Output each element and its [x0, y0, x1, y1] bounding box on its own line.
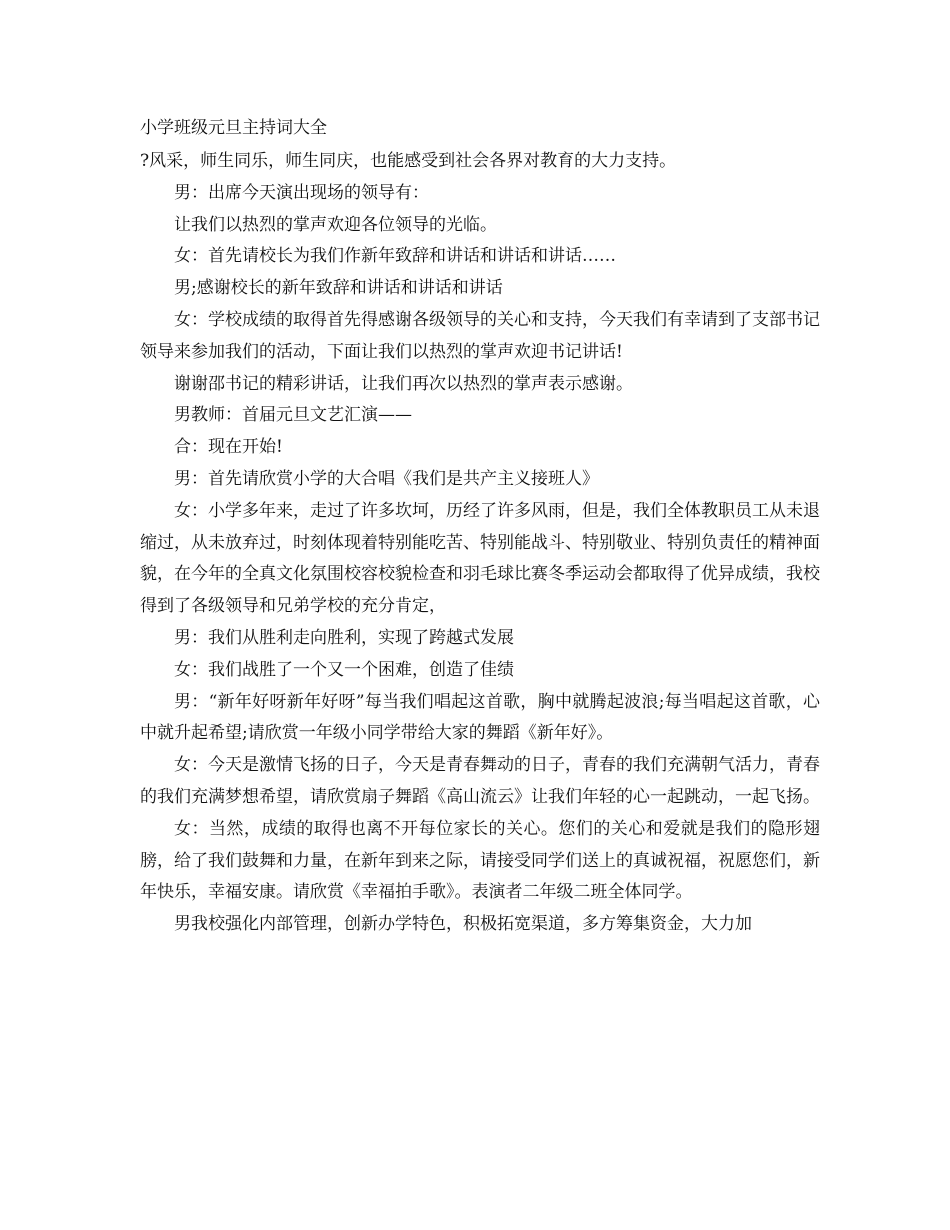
paragraph: 女：首先请校长为我们作新年致辞和讲话和讲话和讲话……	[174, 246, 616, 267]
document-title: 小学班级元旦主持词大全	[140, 118, 327, 138]
paragraph: 合：现在开始!	[174, 437, 283, 458]
paragraph: 男：我们从胜利走向胜利，实现了跨越式发展	[174, 627, 514, 648]
paragraph: 让我们以热烈的掌声欢迎各位领导的光临。	[174, 214, 497, 235]
paragraph: 女：当然，成绩的取得也离不开每位家长的关心。您们的关心和爱就是我们的隐形翅膀，给了我们鼓舞和力量，在新年到来之际，请接受同学们送上的真诚祝福，祝愿您们，新年快乐，幸福安康。请欣赏《幸福拍手歌》。表演者二年级二班全体同学。	[140, 818, 820, 903]
paragraph: 谢谢邵书记的精彩讲话，让我们再次以热烈的掌声表示感谢。	[174, 373, 633, 394]
paragraph: 女：学校成绩的取得首先得感谢各级领导的关心和支持，今天我们有幸请到了支部书记领导来参加我们的活动，下面让我们以热烈的掌声欢迎书记讲话!	[140, 309, 820, 362]
paragraph: 男我校强化内部管理，创新办学特色，积极拓宽渠道，多方筹集资金，大力加	[174, 914, 752, 935]
paragraph: 女：我们战胜了一个又一个困难，创造了佳绩	[174, 659, 514, 680]
paragraph: 女：小学多年来，走过了许多坎坷，历经了许多风雨，但是，我们全体教职员工从未退缩过，从未放弃过，时刻体现着特别能吃苦、特别能战斗、特别敬业、特别负责任的精神面貌，在今年的全真文化氛围校容校貌检查和羽毛球比赛冬季运动会都取得了优异成绩，我校得到了各级领导和兄弟学校的充分肯定，	[140, 500, 820, 617]
paragraph: 男;感谢校长的新年致辞和讲话和讲话和讲话	[174, 278, 503, 299]
paragraph: 男教师：首届元旦文艺汇演——	[174, 405, 412, 426]
paragraph: ?风采，师生同乐，师生同庆，也能感受到社会各界对教育的大力支持。	[140, 151, 677, 171]
paragraph: 男：出席今天演出现场的领导有：	[174, 182, 429, 203]
paragraph: 女：今天是激情飞扬的日子，今天是青春舞动的日子，青春的我们充满朝气活力，青春的我们充满梦想希望，请欣赏扇子舞蹈《高山流云》让我们年轻的心一起跳动，一起飞扬。	[140, 755, 820, 807]
paragraph: 男：首先请欣赏小学的大合唱《我们是共产主义接班人》	[174, 468, 599, 489]
document-body	[140, 146, 820, 941]
document-page	[140, 118, 820, 941]
paragraph: 男：“新年好呀新年好呀”每当我们唱起这首歌，胸中就腾起波浪;每当唱起这首歌，心中就升起希望;请欣赏一年级小同学带给大家的舞蹈《新年好》。	[140, 691, 820, 744]
